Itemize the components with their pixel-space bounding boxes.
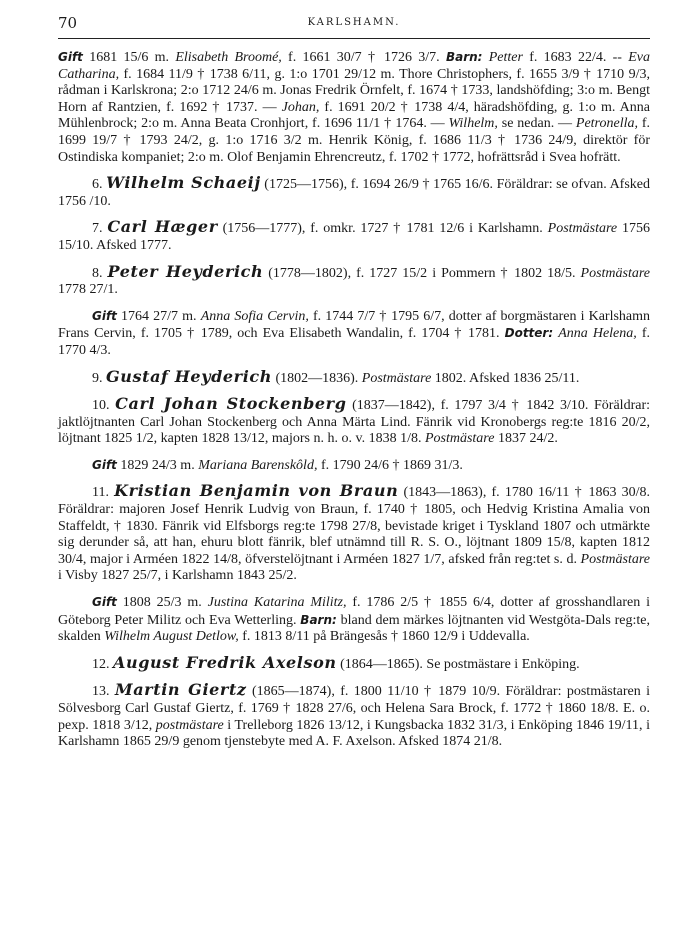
italic-text: Petronella, (575, 116, 638, 132)
italic-text: Postmästare (580, 265, 650, 281)
keyword: Barn: (445, 50, 483, 64)
text-run: f. 1699 19/7 † 1793 24/2, g. 1:o 1716 3/2 m. Henrik König, f. 1686 11/3 † 1736 24/9, direktör för Ostindiska kompaniet; 2:o m. Olof Benjamin Ehrencreutz, f. 1702 † 1772, hofrättsråd i Svea hofrätt. (58, 116, 650, 165)
text-run: f. 1691 20/2 † 1738 4/4, häradshöfding, g. 1:o m. Anna Mühlenbrock; 2:o m. Anna Beata Cronhjort, f. 1696 11/1 † 1764. — (58, 99, 650, 132)
keyword: Dotter: (504, 326, 554, 341)
entry-name: Carl Hæger (107, 217, 218, 237)
text-run: f. 1683 22/4. -- (522, 50, 629, 65)
text-run: f. 1786 2/5 † 1855 6/4, dotter af grosshandlaren i Göteborg Peter Militz och Eva Wetterling. (58, 595, 650, 628)
text-run: bland dem märkes löjtnanten vid Westgöta-Dals reg:te, skalden (58, 612, 651, 645)
text-run: (1756—1777), f. omkr. 1727 † 1781 12/6 i Karlshamn. (217, 221, 548, 237)
text-run: f. 1813 8/11 på Brängesås † 1860 12/9 i Uddevalla. (238, 629, 530, 645)
italic-text: Anna Sofia Cervin, (200, 308, 309, 324)
paragraph (58, 175, 650, 210)
paragraph (58, 594, 650, 646)
text-run: 6. (92, 177, 107, 193)
text-run: i Visby 1827 25/7, i Karlshamn 1843 25/2. (58, 568, 297, 584)
text-run: (1843—1863), f. 1780 16/11 † 1863 30/8. Föräldrar: majoren Josef Henrik Ludvig von Braun, f. 1740 † 1805, och Hedvig Kristina Amalia von Staffeldt, † 1830. Fänrik vid Elfsborgs reg:te 1798 27/8, bevistade kriget i Tyskland 1807 och utmärkte sig derunder så, att han, ehuru blott fänrik, blef utnämnd till R. S. O., löjtnant 1809 15/8, kapten 1812 30/4, major i Arméen 1822 14/8, öfverstelöjtnant i Arméen 1827 1/7, afsked från reg:tet s. d. (58, 485, 651, 567)
italic-text: Mariana Barenskôld, (198, 457, 318, 473)
paragraph (58, 682, 650, 750)
entry-name: Martin Giertz (114, 680, 247, 700)
text-run: 10. (92, 398, 116, 414)
text-run: 9. (92, 370, 106, 386)
paragraph (58, 219, 650, 254)
text-run: 1778 27/1. (58, 282, 118, 298)
paragraph (58, 261, 650, 299)
text-run: (1802—1836). (271, 370, 362, 386)
text-run: 1764 27/7 m. (116, 308, 201, 324)
entry-name: Gustaf Heyderich (106, 366, 272, 386)
entry-name: Kristian Benjamin von Braun (114, 481, 399, 501)
italic-text: Wilhelm, (448, 116, 498, 132)
paragraph (58, 366, 650, 388)
text-run: 1808 25/3 m. (116, 595, 208, 611)
text-run: f. 1661 30/7 † 1726 3/7. (281, 50, 446, 65)
paragraph (58, 652, 650, 674)
text-run: f. 1684 11/9 † 1738 6/11, g. 1:o 1701 29/12 m. Thore Christophers, f. 1655 3/9 † 1710 9/3, rådman i Karlskrona; 2:o 1712 24/6 m. Jonas Fredrik Örnfelt, f. 1674 † 1733, landshöfding; 3:o m. Bengt Horn af Rantzien, f. 1692 † 1737. — (58, 66, 650, 115)
body-text (58, 49, 650, 751)
italic-text: Eva Catharina, (58, 50, 650, 82)
document-page (58, 14, 650, 760)
italic-text: Wilhelm August Detlow, (104, 629, 239, 645)
text-run: f. 1790 24/6 † 1869 31/3. (317, 457, 463, 473)
header-rule (58, 38, 650, 39)
text-run: 7. (92, 221, 108, 237)
paragraph (58, 457, 650, 475)
keyword: Barn: (300, 612, 337, 627)
text-run: f. 1770 4/3. (58, 326, 650, 358)
text-run: (1837—1842), f. 1797 3/4 † 1842 3/10. Föräldrar: jaktlöjtnanten Carl Johan Stockenberg och Anna Märta Lind. Fänrik vid Kronobergs reg:te 1816 20/2, löjtnant 1825 1/2, kapten 1828 13/12, majors n. h. o. v. 1838 1/8. (58, 398, 650, 447)
text-run: 1829 24/3 m. (116, 457, 199, 473)
text-run: (1725—1756), f. 1694 26/9 † 1765 16/6. Föräldrar: se ofvan. Afsked 1756 /10. (58, 177, 651, 209)
text-run: f. 1744 7/7 † 1795 6/7, dotter af borgmästaren i Karlshamn Frans Cervin, f. 1705 † 1789, och Eva Elisabeth Wandalin, f. 1704 † 1781. (58, 308, 651, 342)
paragraph (58, 483, 650, 585)
italic-text: Johan, (281, 99, 320, 115)
paragraph (58, 49, 650, 166)
text-run: 1681 15/6 m. (82, 50, 176, 65)
entry-name: Carl Johan Stockenberg (115, 394, 347, 414)
page-number: 70 (58, 14, 78, 32)
text-run: 1802. Afsked 1836 25/11. (431, 370, 580, 386)
text-run: (1864—1865). Se postmästare i Enköping. (336, 656, 580, 672)
text-run: 1756 15/10. Afsked 1777. (58, 221, 650, 253)
italic-text: Justina Katarina Militz, (207, 595, 347, 611)
entry-name: Peter Heyderich (107, 261, 264, 281)
text-run: 13. (92, 684, 115, 700)
paragraph (58, 308, 650, 360)
keyword: Gift (92, 308, 117, 323)
text-run: 8. (92, 265, 108, 281)
paragraph (58, 396, 650, 448)
text-run: 1837 24/2. (494, 431, 558, 447)
text-run: se nedan. — (497, 116, 576, 132)
italic-text: Postmästare (547, 221, 618, 237)
keyword: Gift (58, 50, 83, 64)
running-title: KARLSHAMN. (307, 17, 401, 28)
italic-text: postmästare (155, 717, 224, 733)
entry-name: August Fredrik Axelson (113, 652, 337, 672)
page-header (58, 14, 650, 36)
italic-text: Petter (488, 50, 523, 65)
keyword: Gift (92, 457, 117, 472)
entry-name: Wilhelm Schaeij (106, 173, 261, 193)
text-run: (1865—1874), f. 1800 11/10 † 1879 10/9. Föräldrar: postmästaren i Sölvesborg Carl Gustaf Giertz, f. 1769 † 1828 27/6, och Helena Sara Brock, f. 1772 † 1860 18/8. E. o. pexp. 1818 3/12, (58, 684, 651, 733)
keyword: Gift (92, 595, 117, 610)
italic-text: Postmästare (361, 370, 432, 386)
text-run: 12. (92, 656, 113, 672)
text-run: 11. (92, 485, 115, 501)
text-run: i Trelleborg 1826 13/12, i Kungsbacka 1832 31/3, i Enköping 1846 19/11, i Karlshamn 1865 29/9 genom tjenstebyte med A. F. Axelson. Afsked 1874 21/8. (58, 717, 650, 750)
italic-text: Postmästare (580, 551, 650, 567)
italic-text: Elisabeth Broomé, (175, 50, 282, 65)
italic-text: Postmästare (424, 431, 495, 447)
italic-text: Anna Helena, (558, 326, 637, 342)
text-run: (1778—1802), f. 1727 15/2 i Pommern † 1802 18/5. (263, 265, 581, 281)
